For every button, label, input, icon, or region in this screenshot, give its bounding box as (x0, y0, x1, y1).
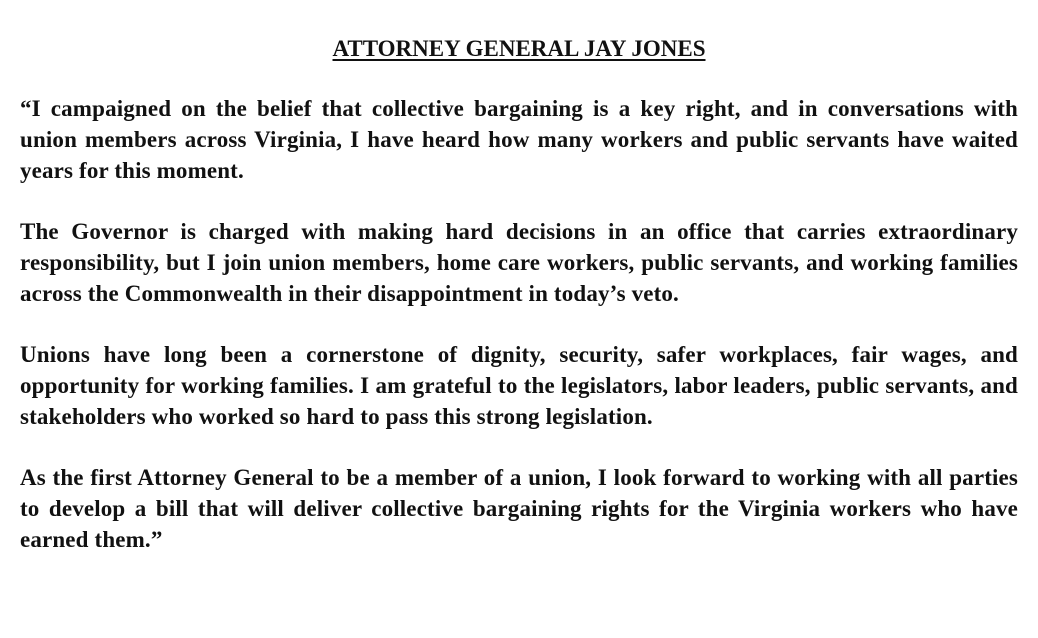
statement-paragraph-3: Unions have long been a cornerstone of dignity, security, safer workplaces, fair wages, and opportunity for working families. I am grateful to the legislators, labor leaders, public servants, and stakeholders who worked so hard to pass this strong legislation. (20, 342, 1018, 429)
statement-paragraph-4: As the first Attorney General to be a member of a union, I look forward to working with all parties to develop a bill that will deliver collective bargaining rights for the Virginia workers who have earned them.” (20, 465, 1018, 552)
document-title (20, 34, 1018, 64)
statement-document (20, 34, 1018, 555)
statement-paragraph-2: The Governor is charged with making hard decisions in an office that carries extraordinary responsibility, but I join union members, home care workers, public servants, and working families across the Commonwealth in their disappointment in today’s veto. (20, 219, 1018, 306)
document-title-text: ATTORNEY GENERAL JAY JONES (332, 36, 706, 61)
statement-paragraph-1: “I campaigned on the belief that collective bargaining is a key right, and in conversations with union members across Virginia, I have heard how many workers and public servants have waited years for this moment. (20, 96, 1018, 183)
